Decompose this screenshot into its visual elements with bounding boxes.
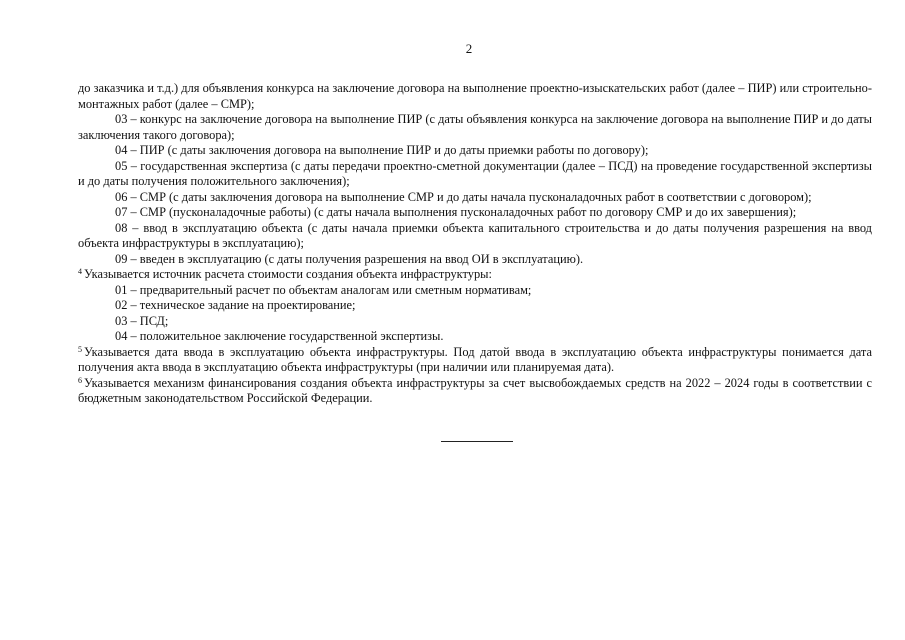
source-item-01: 01 – предварительный расчет по объектам аналогам или сметным нормативам; bbox=[115, 282, 532, 297]
footnote-5-text: Указывается дата ввода в эксплуатацию объекта инфраструктуры. Под датой ввода в эксплуатацию объекта инфраструктуры понимается дата получения акта ввода в эксплуатацию объекта инфраструктуры (при наличии или планируемая дата). bbox=[78, 344, 872, 374]
stage-continuation-paragraph: до заказчика и т.д.) для объявления конкурса на заключение договора на выполнение проектно-изыскательских работ (далее – ПИР) или строительно-монтажных работ (далее – СМР); bbox=[78, 81, 872, 111]
footnote-6-text: Указывается механизм финансирования создания объекта инфраструктуры за счет высвобождаемых средств на 2022 – 2024 годы в соответствии с бюджетным законодательством Российской Федерации. bbox=[78, 375, 872, 405]
stage-item-06: 06 – СМР (с даты заключения договора на выполнение СМР и до даты начала пусконаладочных работ в соответствии с договором); bbox=[115, 189, 812, 204]
footnote-6 bbox=[78, 376, 872, 407]
stage-item-07: 07 – СМР (пусконаладочные работы) (с даты начала выполнения пусконаладочных работ по договору СМР и до их завершения); bbox=[115, 205, 797, 219]
stage-item-09: 09 – введен в эксплуатацию (с даты получения разрешения на ввод ОИ в эксплуатацию). bbox=[115, 251, 584, 266]
end-separator-line bbox=[441, 441, 513, 442]
stage-item-08: 08 – ввод в эксплуатацию объекта (с даты начала приемки объекта капитального строительства и до даты получения разрешения на ввод объекта инфраструктуры в эксплуатацию); bbox=[78, 220, 872, 250]
source-item-03: 03 – ПСД; bbox=[115, 313, 169, 328]
source-item-04: 04 – положительное заключение государственной экспертизы. bbox=[115, 329, 444, 343]
footnote-4 bbox=[78, 267, 872, 283]
stage-item-04: 04 – ПИР (с даты заключения договора на выполнение ПИР и до даты приемки работы по договору); bbox=[115, 143, 649, 157]
footnote-4-text: Указывается источник расчета стоимости создания объекта инфраструктуры: bbox=[84, 267, 492, 281]
footnote-4-mark: 4 bbox=[78, 267, 82, 276]
source-item-02: 02 – техническое задание на проектирование; bbox=[115, 298, 356, 312]
document-body bbox=[78, 81, 872, 407]
footnote-5 bbox=[78, 345, 872, 376]
stage-item-03: 03 – конкурс на заключение договора на выполнение ПИР (с даты объявления конкурса на заключение договора на выполнение ПИР и до даты заключения такого договора); bbox=[78, 112, 872, 142]
page-number: 2 bbox=[465, 41, 473, 56]
footnote-5-mark: 5 bbox=[78, 344, 82, 354]
stage-item-05: 05 – государственная экспертиза (с даты передачи проектно-сметной документации (далее – ПСД) на проведение государственной экспертизы и до даты получения положительного заключения); bbox=[78, 158, 872, 188]
footnote-6-mark: 6 bbox=[78, 375, 82, 385]
